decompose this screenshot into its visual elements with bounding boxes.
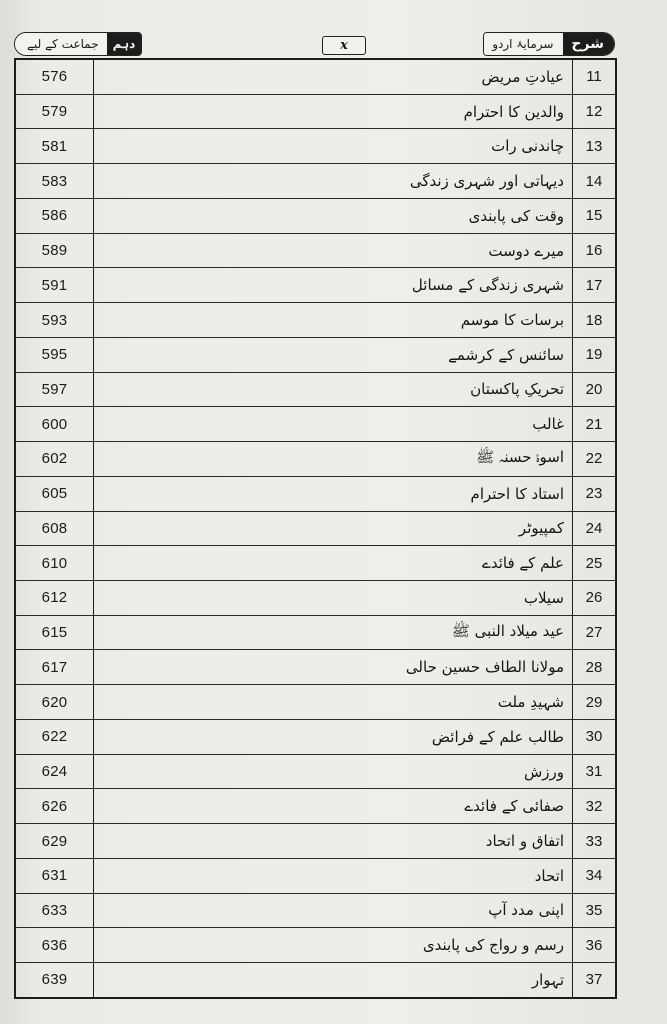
toc-serial-number: 27 [585, 624, 603, 642]
toc-row [16, 720, 615, 755]
toc-page-number: 617 [16, 650, 94, 684]
toc-serial-number: 35 [585, 901, 603, 919]
toc-serial-number: 19 [585, 346, 603, 364]
toc-chapter-title: عیادتِ مریض [94, 60, 573, 94]
toc-chapter-title: برسات کا موسم [94, 303, 573, 337]
toc-serial-number: 36 [585, 936, 603, 954]
toc-chapter-title: تحریکِ پاکستان [94, 373, 573, 407]
toc-serial-number: 13 [585, 137, 603, 155]
toc-serial-number: 23 [585, 485, 603, 503]
toc-chapter-title: کمپیوٹر [94, 512, 573, 546]
toc-chapter-title: اتحاد [94, 859, 573, 893]
toc-row [16, 338, 615, 373]
toc-row [16, 477, 615, 512]
toc-row [16, 755, 615, 790]
toc-serial-number: 32 [585, 797, 603, 815]
toc-row [16, 373, 615, 408]
toc-page-number: 583 [16, 164, 94, 198]
toc-row [16, 546, 615, 581]
toc-chapter-title: سائنس کے کرشمے [94, 338, 573, 372]
toc-chapter-title: عید میلاد النبی ﷺ [94, 616, 573, 650]
book-title-badge [483, 32, 615, 56]
toc-page-number: 602 [16, 442, 94, 476]
toc-serial-number: 17 [585, 276, 603, 294]
toc-row [16, 199, 615, 234]
toc-chapter-title: استاد کا احترام [94, 477, 573, 511]
toc-serial-number: 18 [585, 311, 603, 329]
toc-chapter-title: وقت کی پابندی [94, 199, 573, 233]
toc-serial-number: 25 [585, 554, 603, 572]
toc-page-number: 595 [16, 338, 94, 372]
toc-serial-number: 26 [585, 589, 603, 607]
toc-page-number: 579 [16, 95, 94, 129]
toc-chapter-title: والدین کا احترام [94, 95, 573, 129]
toc-chapter-title: اپنی مدد آپ [94, 894, 573, 928]
toc-page-number: 636 [16, 928, 94, 962]
brand-label: شرح [563, 33, 614, 55]
toc-row [16, 303, 615, 338]
page-number-marker: x [322, 36, 366, 55]
toc-page-number: 639 [16, 963, 94, 997]
toc-row [16, 581, 615, 616]
toc-page-number: 586 [16, 199, 94, 233]
toc-chapter-title: دیہاتی اور شہری زندگی [94, 164, 573, 198]
toc-row [16, 616, 615, 651]
toc-row [16, 859, 615, 894]
toc-page-number: 576 [16, 60, 94, 94]
toc-chapter-title: سیلاب [94, 581, 573, 615]
toc-page-number: 633 [16, 894, 94, 928]
toc-serial-number: 28 [585, 658, 603, 676]
toc-serial-number: 34 [585, 867, 603, 885]
toc-serial-number: 33 [585, 832, 603, 850]
toc-page-number: 615 [16, 616, 94, 650]
toc-page-number: 597 [16, 373, 94, 407]
toc-chapter-title: اتفاق و اتحاد [94, 824, 573, 858]
toc-chapter-title: غالب [94, 407, 573, 441]
toc-page-number: 624 [16, 755, 94, 789]
toc-row [16, 234, 615, 269]
toc-serial-number: 20 [585, 380, 603, 398]
toc-row [16, 95, 615, 130]
toc-page-number: 600 [16, 407, 94, 441]
toc-serial-number: 31 [585, 763, 603, 781]
toc-serial-number: 30 [585, 728, 603, 746]
book-title-label: سرمایۂ اردو [484, 33, 563, 55]
toc-row [16, 512, 615, 547]
toc-page-number: 608 [16, 512, 94, 546]
toc-page-number: 622 [16, 720, 94, 754]
toc-row [16, 789, 615, 824]
toc-chapter-title: شہیدِ ملت [94, 685, 573, 719]
toc-page-number: 593 [16, 303, 94, 337]
toc-serial-number: 11 [586, 68, 602, 86]
toc-row [16, 164, 615, 199]
toc-serial-number: 21 [585, 415, 603, 433]
toc-row [16, 928, 615, 963]
toc-row [16, 650, 615, 685]
page-header [14, 30, 617, 56]
toc-chapter-title: طالب علم کے فرائض [94, 720, 573, 754]
grade-badge-class-label: جماعت کے لیے [15, 33, 107, 55]
toc-page-number: 629 [16, 824, 94, 858]
toc-chapter-title: ورزش [94, 755, 573, 789]
toc-serial-number: 37 [585, 971, 603, 989]
toc-chapter-title: رسم و رواج کی پابندی [94, 928, 573, 962]
toc-serial-number: 12 [585, 103, 603, 121]
toc-row [16, 442, 615, 477]
toc-page-number: 589 [16, 234, 94, 268]
toc-serial-number: 14 [585, 172, 603, 190]
toc-serial-number: 24 [585, 519, 603, 537]
toc-row [16, 894, 615, 929]
toc-serial-number: 29 [585, 693, 603, 711]
grade-badge-grade-label: دہم [107, 33, 142, 55]
toc-page-number: 620 [16, 685, 94, 719]
toc-page-number: 610 [16, 546, 94, 580]
toc-page-number: 591 [16, 268, 94, 302]
toc-page-number: 631 [16, 859, 94, 893]
toc-row [16, 685, 615, 720]
toc-row [16, 407, 615, 442]
toc-row [16, 824, 615, 859]
toc-serial-number: 16 [585, 242, 603, 260]
toc-page-number: 605 [16, 477, 94, 511]
toc-page-number: 612 [16, 581, 94, 615]
toc-chapter-title: مولانا الطاف حسین حالی [94, 650, 573, 684]
toc-chapter-title: شہری زندگی کے مسائل [94, 268, 573, 302]
toc-row [16, 268, 615, 303]
grade-badge [14, 32, 142, 56]
toc-chapter-title: اسوۂ حسنہ ﷺ [94, 442, 573, 476]
toc-row [16, 60, 615, 95]
toc-row [16, 129, 615, 164]
toc-chapter-title: علم کے فائدے [94, 546, 573, 580]
toc-chapter-title: صفائی کے فائدے [94, 789, 573, 823]
toc-serial-number: 22 [585, 450, 603, 468]
toc-chapter-title: میرے دوست [94, 234, 573, 268]
toc-page-number: 626 [16, 789, 94, 823]
toc-chapter-title: چاندنی رات [94, 129, 573, 163]
toc-page-number: 581 [16, 129, 94, 163]
toc-chapter-title: تہوار [94, 963, 573, 997]
toc-row [16, 963, 615, 997]
table-of-contents [14, 58, 617, 999]
toc-serial-number: 15 [585, 207, 603, 225]
